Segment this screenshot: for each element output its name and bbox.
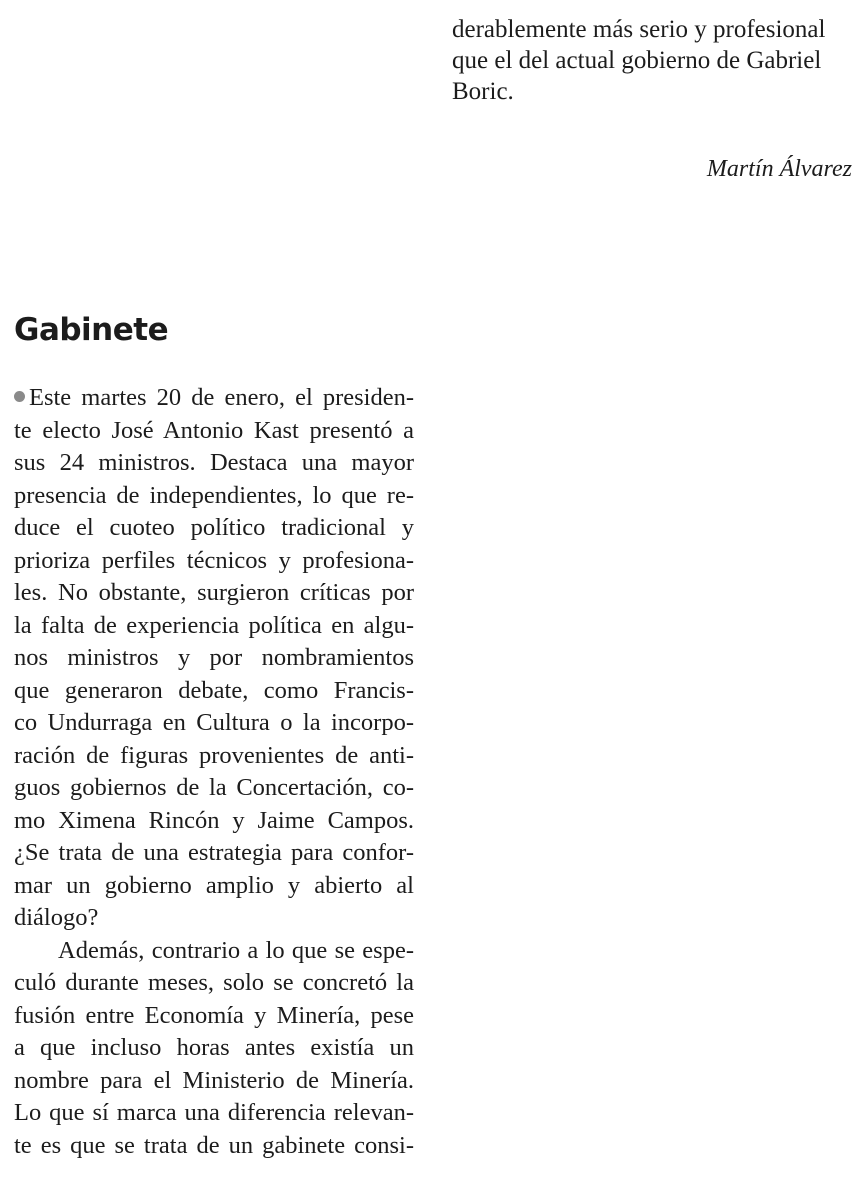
text-line: que el del actual gobierno de Gabriel (452, 47, 822, 74)
text-line: ración de figuras provenientes de anti- (14, 741, 414, 769)
text-line: diálogo? (14, 904, 99, 931)
text-line: ¿Se trata de una estrategia para confor- (14, 839, 414, 866)
text-line: la falta de experiencia política en algu- (14, 611, 414, 639)
text-line: Además, contrario a lo que se espe- (58, 936, 414, 964)
text-line: co Undurraga en Cultura o la incorpo- (14, 709, 414, 736)
text-line: a que incluso horas antes existía un (14, 1034, 414, 1061)
text-line: nombre para el Ministerio de Minería. (14, 1066, 414, 1094)
text-line: nos ministros y por nombramientos (14, 644, 414, 671)
text-line: mo Ximena Rincón y Jaime Campos. (14, 806, 414, 834)
text-line: mar un gobierno amplio y abierto al (14, 871, 414, 899)
text-line: duce el cuoteo político tradicional y (14, 514, 414, 541)
text-line: te es que se trata de un gabinete consi- (14, 1131, 414, 1159)
text-line: fusión entre Economía y Minería, pese (14, 1001, 414, 1029)
section-heading: Gabinete (14, 312, 169, 348)
text-line: sus 24 ministros. Destaca una mayor (14, 449, 414, 476)
text-line: Lo que sí marca una diferencia relevan- (14, 1099, 414, 1126)
author-signature: Martín Álvarez (706, 156, 852, 182)
text-line: derablemente más serio y profesional (452, 16, 826, 43)
text-line: guos gobiernos de la Concertación, co- (14, 774, 414, 801)
text-line: te electo José Antonio Kast presentó a (14, 416, 414, 444)
text-line-content: Este martes 20 de enero, el presiden- (29, 384, 414, 411)
text-line: les. No obstante, surgieron críticas por (14, 579, 414, 606)
text-line: culó durante meses, solo se concretó la (14, 969, 414, 996)
text-line (14, 382, 414, 415)
bullet-icon (14, 391, 25, 402)
text-line: presencia de independientes, lo que re- (14, 481, 414, 509)
article-body (14, 382, 414, 1162)
text-line: que generaron debate, como Francis- (14, 676, 414, 704)
continued-text-column (452, 14, 852, 107)
text-line: Boric. (452, 78, 514, 105)
text-line: prioriza perfiles técnicos y profesiona- (14, 546, 414, 574)
